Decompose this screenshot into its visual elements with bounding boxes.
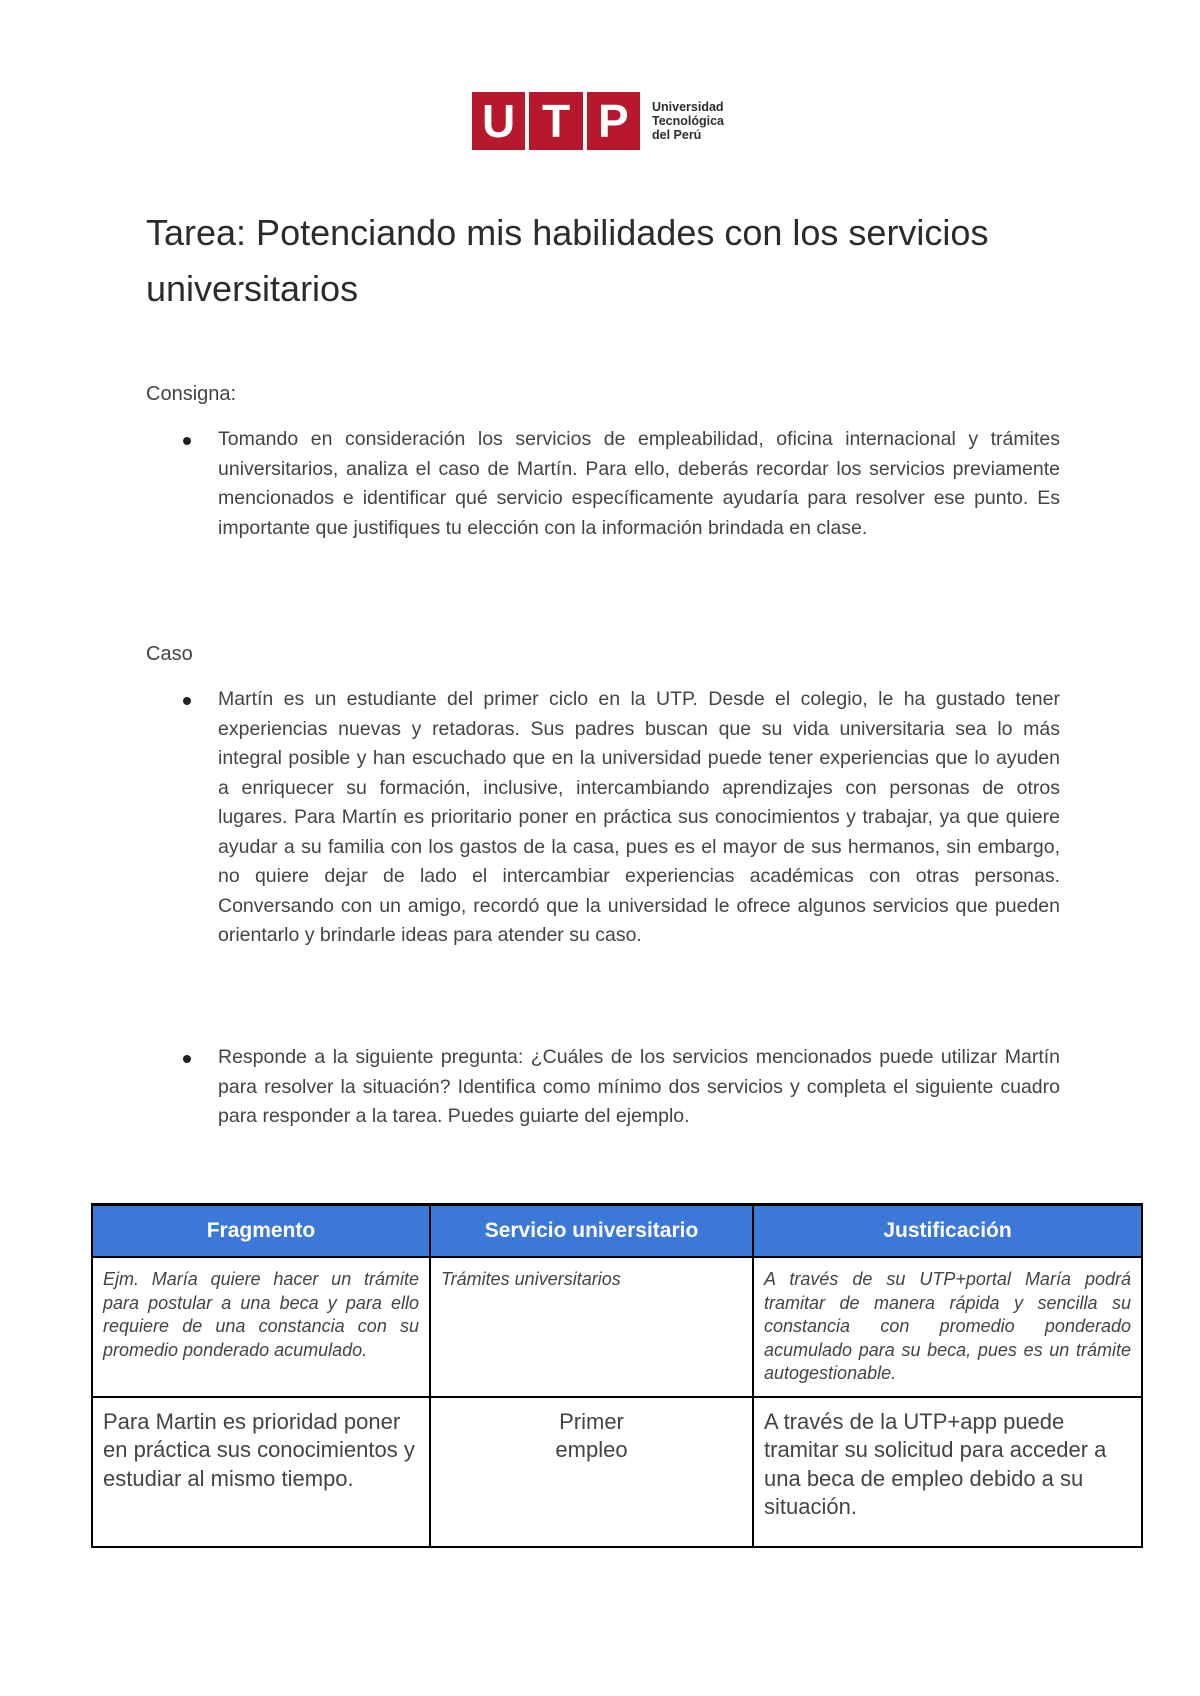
logo-text-line-3: del Perú [652, 128, 702, 142]
example-justificacion: A través de su UTP+portal María podrá tramitar de manera rápida y sencilla su constancia con promedio ponderado acumulado para su beca, pues es un trámite autogestionable. [753, 1257, 1142, 1397]
logo-text-line-2: Tecnológica [652, 114, 725, 128]
utp-logo-mark [472, 92, 640, 150]
example-fragmento: Ejm. María quiere hacer un trámite para postular a una beca y para ello requiere de una constancia con su promedio ponderado acumulado. [92, 1257, 430, 1397]
logo-letter-t: T [525, 92, 582, 150]
answer-justificacion[interactable]: A través de la UTP+app puede tramitar su solicitud para acceder a una beca de empleo debido a su situación. [753, 1397, 1142, 1547]
example-servicio: Trámites universitarios [430, 1257, 753, 1397]
task-table [91, 1203, 1143, 1548]
document-title: Tarea: Potenciando mis habilidades con los servicios universitarios [146, 212, 989, 309]
header-fragmento: Fragmento [92, 1205, 430, 1258]
answer-servicio[interactable]: Primer empleo [430, 1397, 753, 1547]
logo-letter-p: P [583, 92, 640, 150]
answer-fragmento[interactable]: Para Martin es prioridad poner en práctica sus conocimientos y estudiar al mismo tiempo. [92, 1397, 430, 1547]
header-justificacion: Justificación [753, 1205, 1142, 1258]
table-header-row [92, 1205, 1142, 1258]
caso-bullet: Martín es un estudiante del primer ciclo en la UTP. Desde el colegio, le ha gustado tener experiencias nuevas y retadoras. Sus padres buscan que su vida universitaria sea lo más integral posible y han escuchado que en la universidad puede tener experiencias que lo ayuden a enriquecer su formación, inclusive, intercambiando aprendizajes con personas de otros lugares. Para Martín es prioritario poner en práctica sus conocimientos y trabajar, ya que quiere ayudar a su familia con los gastos de la casa, pues es el mayor de sus hermanos, sin embargo, no quiere dejar de lado el intercambiar experiencias académicas con otras personas. Conversando con un amigo, recordó que la universidad le ofrece algunos servicios que pueden orientarlo y brindarle ideas para atender su caso. [218, 685, 1060, 951]
consigna-label: Consigna: [146, 383, 237, 405]
table-row-example [92, 1257, 1142, 1397]
table-row-answer [92, 1397, 1142, 1547]
logo-letter-u: U [482, 95, 516, 147]
utp-logo [472, 92, 724, 150]
consigna-bullet: Tomando en consideración los servicios de empleabilidad, oficina internacional y trámites universitarios, analiza el caso de Martín. Para ello, deberás recordar los servicios previamente mencionados e identificar qué servicio específicamente ayudaría para resolver ese punto. Es importante que justifiques tu elección con la información brindada en clase. [218, 425, 1060, 543]
logo-text-line-1: Universidad [652, 100, 724, 114]
caso-label: Caso [146, 643, 193, 665]
logo-university-name [652, 100, 724, 142]
header-servicio: Servicio universitario [430, 1205, 753, 1258]
pregunta-bullet: Responde a la siguiente pregunta: ¿Cuáles de los servicios mencionados puede utilizar Martín para resolver la situación? Identifica como mínimo dos servicios y completa el siguiente cuadro para responder a la tarea. Puedes guiarte del ejemplo. [218, 1043, 1060, 1132]
